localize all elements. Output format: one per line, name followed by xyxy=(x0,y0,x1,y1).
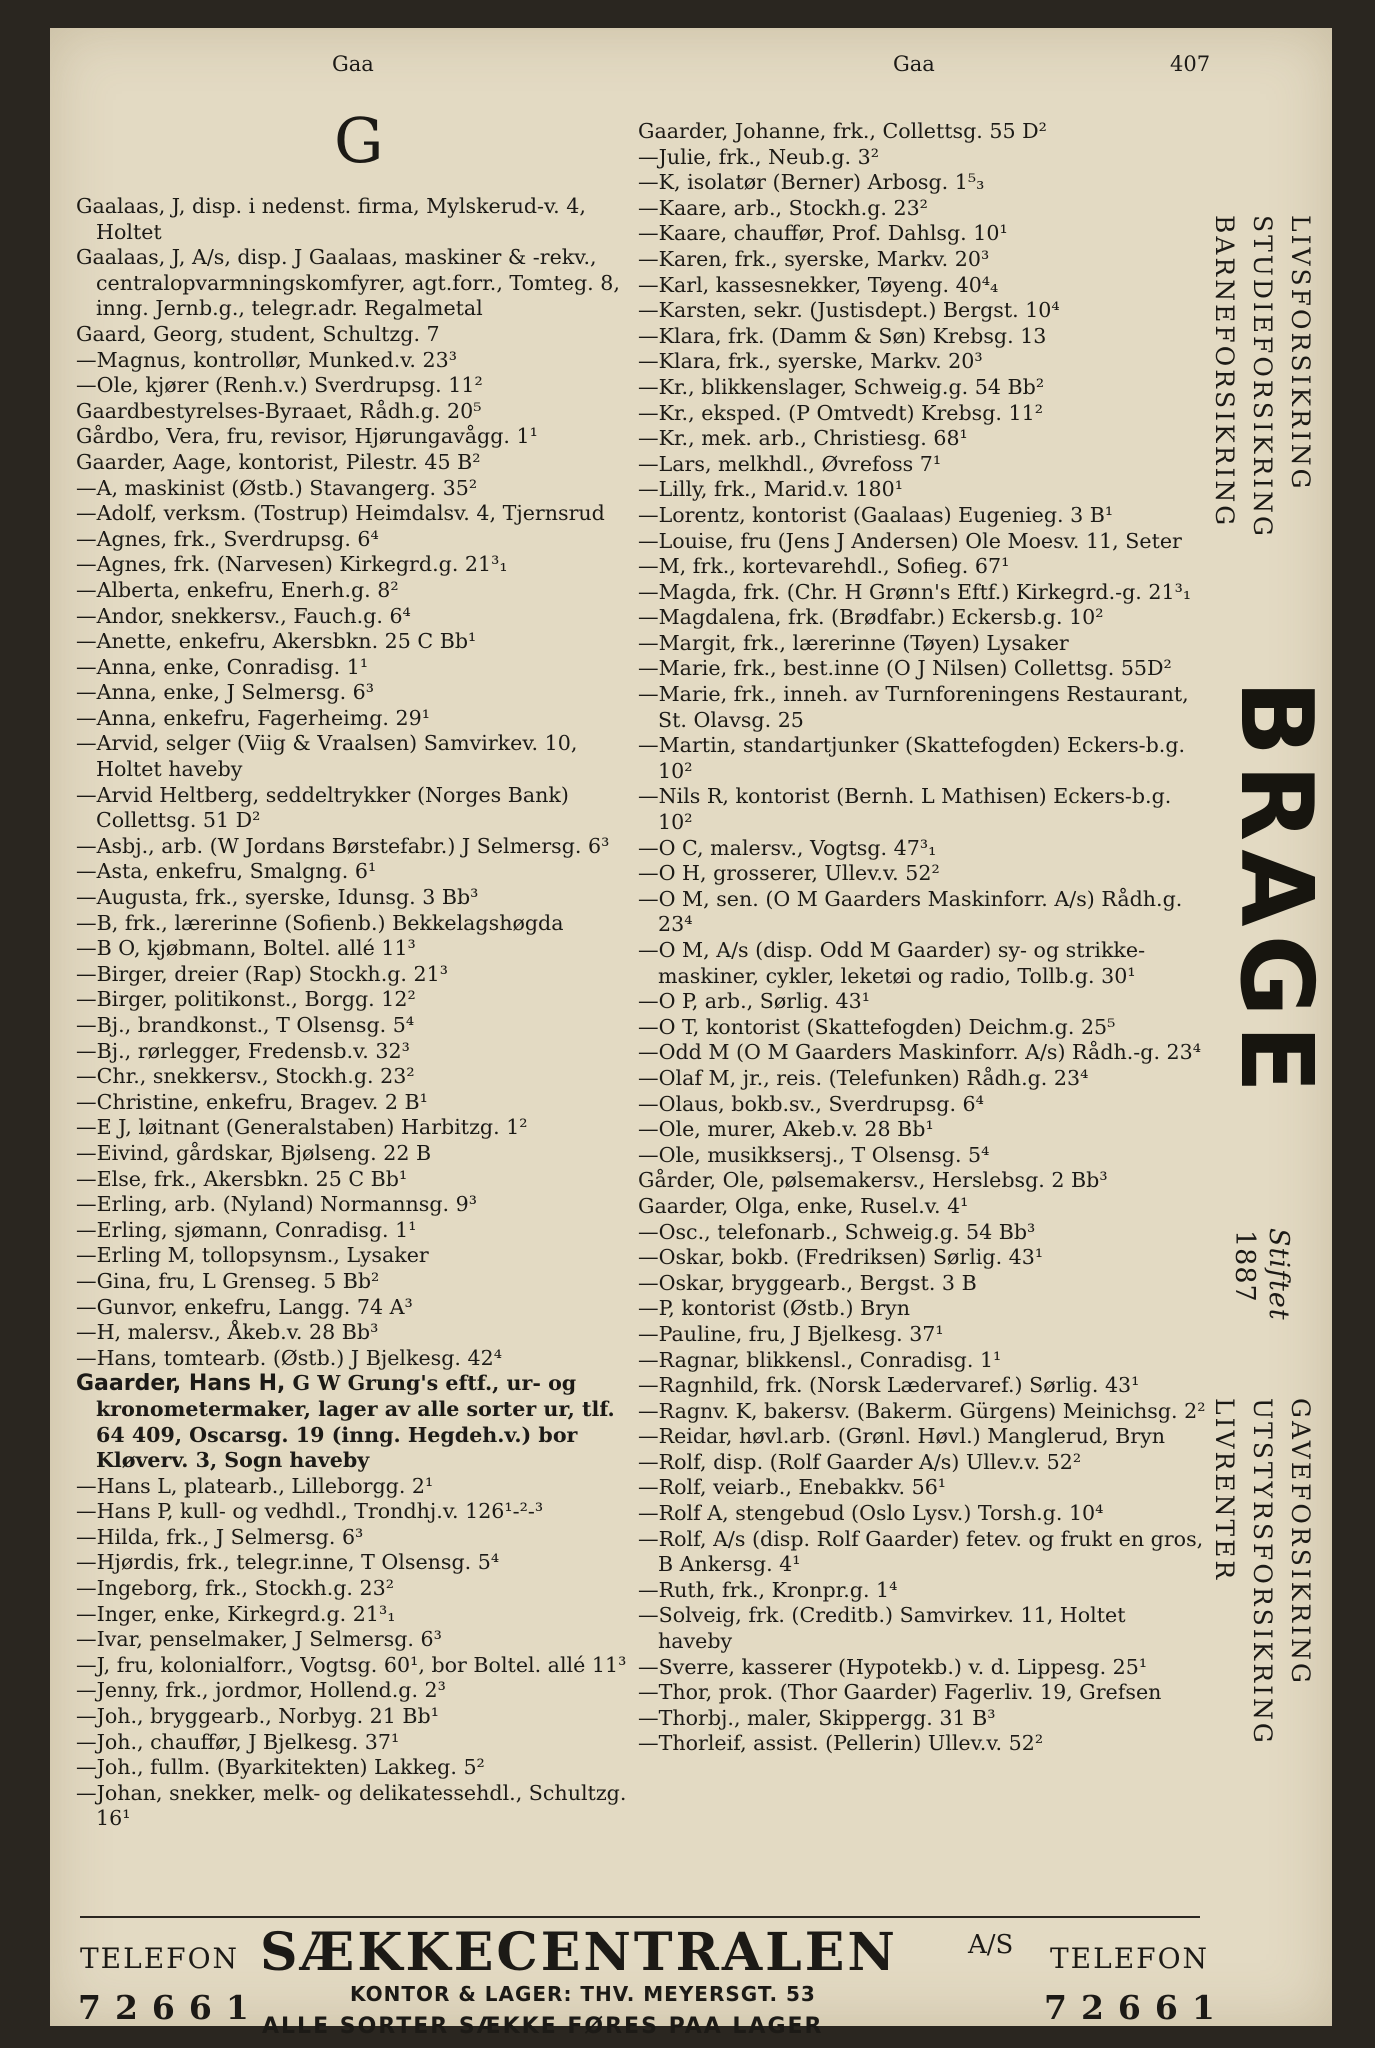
entry-body: G W Grung's eftf., ur- og kronometermaker, lager av alle sorter ur, tlf. 64 409, Oscarsg. 19 (inng. Hegdeh.v.) bor Kløverv. 3, Sogn haveby xyxy=(96,1371,615,1473)
directory-entry: —O C, malersv., Vogtsg. 47³₁ xyxy=(638,835,937,860)
ad-number-left: 72661 xyxy=(78,1988,263,2027)
directory-entry: —Ragnv. K, bakersv. (Bakerm. Gürgens) Meinichsg. 2² xyxy=(638,1398,1206,1423)
directory-entry: —Kr., eksped. (P Omtvedt) Krebsg. 11² xyxy=(638,400,1043,425)
directory-entry: —Ruth, frk., Kronpr.g. 1⁴ xyxy=(638,1577,898,1602)
directory-entry: —Rolf, veiarb., Enebakkv. 56¹ xyxy=(638,1475,947,1500)
directory-entry: —Olaf M, jr., reis. (Telefunken) Rådh.g. 23⁴ xyxy=(638,1065,1089,1090)
directory-entry: —Chr., snekkersv., Stockh.g. 23² xyxy=(76,1064,415,1089)
directory-entry: —Klara, frk., syerske, Markv. 20³ xyxy=(638,349,983,374)
directory-entry: —Magda, frk. (Chr. H Grønn's Eftf.) Kirkegrd.-g. 21³₁ xyxy=(638,579,1192,604)
directory-entry xyxy=(76,1371,638,1473)
directory-entry: —O M, A/s (disp. Odd M Gaarder) sy- og strikke-maskiner, cykler, leketøi og radio, Tollb.g. 30¹ xyxy=(638,938,1146,988)
sidebar-top-line-1: LIVSFORSIKRING xyxy=(1286,215,1315,492)
directory-entry: —Thor, prok. (Thor Gaarder) Fagerliv. 19, Grefsen xyxy=(638,1680,1162,1705)
directory-entry: —Lars, melkhdl., Øvrefoss 7¹ xyxy=(638,451,942,476)
ad-number-right: 72661 xyxy=(1044,1988,1229,2027)
directory-entry: Gaarder, Olga, enke, Rusel.v. 4¹ xyxy=(638,1193,969,1218)
directory-entry: —P, kontorist (Østb.) Bryn xyxy=(638,1296,910,1321)
directory-entry: —Odd M (O M Gaarders Maskinforr. A/s) Rådh.-g. 23⁴ xyxy=(638,1040,1201,1065)
directory-entry: —Adolf, verksm. (Tostrup) Heimdalsv. 4, Tjernsrud xyxy=(76,501,605,526)
directory-entry: Gårder, Ole, pølsemakersv., Herslebsg. 2 Bb³ xyxy=(638,1168,1108,1193)
directory-entry: —Anette, enkefru, Akersbkn. 25 C Bb¹ xyxy=(76,629,477,654)
directory-entry: —O H, grosserer, Ullev.v. 52² xyxy=(638,861,940,886)
sidebar-top-line-2: STUDIEFORSIKRING xyxy=(1248,215,1277,539)
directory-entry: —Rolf, A/s (disp. Rolf Gaarder) fetev. og frukt en gros, B Ankersg. 4¹ xyxy=(638,1526,1204,1577)
directory-entry: —Karl, kassesnekker, Tøyeng. 40⁴₄ xyxy=(638,272,999,297)
directory-entry: —Kaare, arb., Stockh.g. 23² xyxy=(638,195,928,220)
sidebar-bottom-line-3: LIVRENTER xyxy=(1210,1398,1239,1583)
directory-entry: —Ole, musikksersj., T Olsensg. 5⁴ xyxy=(638,1142,990,1167)
page-number: 407 xyxy=(1170,52,1211,76)
directory-entry: —Erling M, tollopsynsm., Lysaker xyxy=(76,1243,429,1268)
directory-entry: —Augusta, frk., syerske, Idunsg. 3 Bb³ xyxy=(76,885,479,910)
directory-entry: —Oskar, bryggearb., Bergst. 3 B xyxy=(638,1270,977,1295)
directory-entry: —A, maskinist (Østb.) Stavangerg. 35² xyxy=(76,475,478,500)
directory-entry: —Hans L, platearb., Lilleborgg. 2¹ xyxy=(76,1473,434,1498)
directory-entry: —Klara, frk. (Damm & Søn) Krebsg. 13 xyxy=(638,323,1047,348)
right-column xyxy=(638,119,1206,1757)
directory-entry: —Ragnhild, frk. (Norsk Lædervaref.) Sørlig. 43¹ xyxy=(638,1373,1140,1398)
brage-logo-text: BRAGE xyxy=(1218,680,1335,1102)
sidebar-bottom-line-2: UTSTYRSFORSIKRING xyxy=(1248,1398,1277,1746)
running-header-left: Gaa xyxy=(332,52,374,76)
directory-entry: —Else, frk., Akersbkn. 25 C Bb¹ xyxy=(76,1166,408,1191)
directory-entry: —Osc., telefonarb., Schweig.g. 54 Bb³ xyxy=(638,1219,1036,1244)
directory-entry: —K, isolatør (Berner) Arbosg. 1⁵₃ xyxy=(638,170,985,195)
directory-entry: —Hans, tomtearb. (Østb.) J Bjelkesg. 42⁴ xyxy=(76,1345,502,1370)
directory-entry: Gaarder, Johanne, frk., Collettsg. 55 D² xyxy=(638,119,1047,143)
directory-entry: —Thorleif, assist. (Pellerin) Ullev.v. 52² xyxy=(638,1731,1044,1756)
directory-entry: —Andor, snekkersv., Fauch.g. 6⁴ xyxy=(76,603,411,628)
ad-company-name: SÆKKECENTRALEN xyxy=(260,1922,898,1983)
directory-entry: —Birger, dreier (Rap) Stockh.g. 21³ xyxy=(76,961,448,986)
directory-entry: —Reidar, høvl.arb. (Grønl. Høvl.) Manglerud, Bryn xyxy=(638,1424,1166,1449)
directory-entry: —Magdalena, frk. (Brødfabr.) Eckersb.g. 10² xyxy=(638,605,1104,630)
directory-entry: —Olaus, bokb.sv., Sverdrupsg. 6⁴ xyxy=(638,1091,984,1116)
directory-entry: —Johan, snekker, melk- og delikatessehdl., Schultzg. 16¹ xyxy=(76,1780,627,1831)
sidebar-top-line-3: BARNEFORSIKRING xyxy=(1210,215,1239,529)
directory-entry: —Arvid Heltberg, seddeltrykker (Norges Bank) Collettsg. 51 D² xyxy=(76,782,569,833)
directory-entry: —Nils R, kontorist (Bernh. L Mathisen) Eckers-b.g. 10² xyxy=(638,784,1172,835)
directory-entry: —Jenny, frk., jordmor, Hollend.g. 2³ xyxy=(76,1678,446,1703)
directory-entry: —O P, arb., Sørlig. 43¹ xyxy=(638,989,871,1014)
directory-entry: —Marie, frk., best.inne (O J Nilsen) Collettsg. 55D² xyxy=(638,656,1172,681)
directory-entry: Gaardbestyrelses-Byraaet, Rådh.g. 20⁵ xyxy=(76,398,482,423)
directory-entry: —O M, sen. (O M Gaarders Maskinforr. A/s) Rådh.g. 23⁴ xyxy=(638,886,1183,937)
directory-entry: —Christine, enkefru, Bragev. 2 B¹ xyxy=(76,1089,428,1114)
directory-entry: —Inger, enke, Kirkegrd.g. 21³₁ xyxy=(76,1601,396,1626)
ad-telefon-right: TELEFON xyxy=(1050,1942,1210,1975)
directory-entry: —Asbj., arb. (W Jordans Børstefabr.) J Selmersg. 6³ xyxy=(76,833,610,858)
directory-entry: —Rolf A, stengebud (Oslo Lysv.) Torsh.g. 10⁴ xyxy=(638,1501,1104,1526)
directory-entry: —Julie, frk., Neub.g. 3² xyxy=(638,144,879,169)
ad-as-mark: A/S xyxy=(968,1930,1014,1960)
section-letter: G xyxy=(334,104,384,177)
directory-entry: —Gina, fru, L Grenseg. 5 Bb² xyxy=(76,1268,380,1293)
directory-entry: —Alberta, enkefru, Enerh.g. 8² xyxy=(76,577,399,602)
directory-entry: —J, fru, kolonialforr., Vogtsg. 60¹, bor Boltel. allé 11³ xyxy=(76,1652,627,1677)
directory-entry: —Anna, enkefru, Fagerheimg. 29¹ xyxy=(76,705,430,730)
directory-entry: —Joh., chauffør, J Bjelkesg. 37¹ xyxy=(76,1729,400,1754)
directory-entry: Gaalaas, J, disp. i nedenst. firma, Mylskerud-v. 4, Holtet xyxy=(76,194,586,244)
directory-entry: —Hilda, frk., J Selmersg. 6³ xyxy=(76,1524,364,1549)
directory-entry: —Asta, enkefru, Smalgng. 6¹ xyxy=(76,859,377,884)
directory-entry: —Kaare, chauffør, Prof. Dahlsg. 10¹ xyxy=(638,221,1008,246)
directory-entry: —Erling, sjømann, Conradisg. 1¹ xyxy=(76,1217,417,1242)
directory-entry: —Magnus, kontrollør, Munked.v. 23³ xyxy=(76,347,457,372)
directory-entry: —Anna, enke, J Selmersg. 6³ xyxy=(76,680,375,705)
directory-entry: —M, frk., kortevarehdl., Sofieg. 67¹ xyxy=(638,554,1010,579)
directory-entry: —Agnes, frk., Sverdrupsg. 6⁴ xyxy=(76,526,379,551)
directory-entry: —Pauline, fru, J Bjelkesg. 37¹ xyxy=(638,1321,944,1346)
directory-entry: —Ragnar, blikkensl., Conradisg. 1¹ xyxy=(638,1347,1002,1372)
directory-entry: —E J, løitnant (Generalstaben) Harbitzg. 1² xyxy=(76,1115,528,1140)
directory-entry: Gaarder, Aage, kontorist, Pilestr. 45 B² xyxy=(76,449,481,474)
directory-entry: —Oskar, bokb. (Fredriksen) Sørlig. 43¹ xyxy=(638,1245,1044,1270)
directory-entry: Gårdbo, Vera, fru, revisor, Hjørungavågg. 1¹ xyxy=(76,424,538,449)
directory-entry: —Agnes, frk. (Narvesen) Kirkegrd.g. 21³₁ xyxy=(76,552,508,577)
ad-address: KONTOR & LAGER: THV. MEYERSGT. 53 xyxy=(350,1982,816,2006)
sidebar-bottom-line-1: GAVEFORSIKRING xyxy=(1286,1398,1315,1686)
directory-entry: —Bj., rørlegger, Fredensb.v. 32³ xyxy=(76,1038,410,1063)
directory-entry: —Martin, standartjunker (Skattefogden) Eckers-b.g. 10² xyxy=(638,733,1186,783)
directory-entry: —B O, kjøbmann, Boltel. allé 11³ xyxy=(76,936,416,961)
directory-entry: —Sverre, kasserer (Hypotekb.) v. d. Lippesg. 25¹ xyxy=(638,1654,1148,1679)
directory-entry: —Lilly, frk., Marid.v. 180¹ xyxy=(638,477,903,502)
directory-entry: —Anna, enke, Conradisg. 1¹ xyxy=(76,654,369,679)
directory-entry: —Hjørdis, frk., telegr.inne, T Olsensg. 5⁴ xyxy=(76,1550,500,1575)
directory-entry: —Joh., fullm. (Byarkitekten) Lakkeg. 5² xyxy=(76,1755,485,1780)
directory-entry: —Arvid, selger (Viig & Vraalsen) Samvirkev. 10, Holtet haveby xyxy=(76,731,578,782)
directory-entry: Gaalaas, J, A/s, disp. J Gaalaas, maskiner & -rekv., centralopvarmningskomfyrer, agt.forr., Tomteg. 8, inng. Jernb.g., telegr.adr. Regalmetal xyxy=(76,245,620,321)
directory-entry: —Lorentz, kontorist (Gaalaas) Eugenieg. 3 B¹ xyxy=(638,502,1114,527)
entry-heading: Gaarder, Hans H, xyxy=(76,1371,286,1397)
ad-top-rule xyxy=(80,1916,1200,1918)
running-header-center: Gaa xyxy=(893,52,935,76)
directory-entry: —Erling, arb. (Nyland) Normannsg. 9³ xyxy=(76,1192,477,1217)
directory-entry: —Rolf, disp. (Rolf Gaarder A/s) Ullev.v. 52² xyxy=(638,1449,1082,1474)
directory-entry: —Hans P, kull- og vedhdl., Trondhj.v. 126¹-²-³ xyxy=(76,1499,544,1524)
directory-entry: —Louise, fru (Jens J Andersen) Ole Moesv. 11, Seter xyxy=(638,528,1182,553)
sidebar-year: 1887 xyxy=(1229,1230,1260,1303)
directory-entry: —Ole, murer, Akeb.v. 28 Bb¹ xyxy=(638,1117,934,1142)
directory-entry: —O T, kontorist (Skattefogden) Deichm.g. 25⁵ xyxy=(638,1014,1116,1039)
directory-entry: —Thorbj., maler, Skippergg. 31 B³ xyxy=(638,1705,996,1730)
directory-entry: —H, malersv., Åkeb.v. 28 Bb³ xyxy=(76,1320,379,1345)
directory-entry: —Joh., bryggearb., Norbyg. 21 Bb¹ xyxy=(76,1704,439,1729)
directory-entry: —Gunvor, enkefru, Langg. 74 A³ xyxy=(76,1294,413,1319)
directory-entry: —Kr., mek. arb., Christiesg. 68¹ xyxy=(638,426,968,451)
left-column xyxy=(76,194,638,1832)
directory-entry: —B, frk., lærerinne (Sofienb.) Bekkelagshøgda xyxy=(76,910,564,935)
directory-entry: —Karsten, sekr. (Justisdept.) Bergst. 10⁴ xyxy=(638,298,1060,323)
sidebar-stiftet: Stiftet xyxy=(1263,1228,1294,1321)
directory-entry: —Ingeborg, frk., Stockh.g. 23² xyxy=(76,1576,394,1601)
directory-entry: —Birger, politikonst., Borgg. 12² xyxy=(76,987,416,1012)
directory-entry: —Margit, frk., lærerinne (Tøyen) Lysaker xyxy=(638,630,1069,655)
directory-entry: Gaard, Georg, student, Schultzg. 7 xyxy=(76,321,440,346)
directory-entry: —Ivar, penselmaker, J Selmersg. 6³ xyxy=(76,1627,442,1652)
directory-entry: —Bj., brandkonst., T Olsensg. 5⁴ xyxy=(76,1013,415,1037)
directory-entry: —Kr., blikkenslager, Schweig.g. 54 Bb² xyxy=(638,374,1045,399)
directory-entry: —Karen, frk., syerske, Markv. 20³ xyxy=(638,246,990,271)
directory-entry: —Marie, frk., inneh. av Turnforeningens Restaurant, St. Olavsg. 25 xyxy=(638,682,1189,732)
ad-slogan: ALLE SORTER SÆKKE FØRES PAA LAGER xyxy=(262,2014,824,2039)
directory-entry: —Solveig, frk. (Creditb.) Samvirkev. 11, Holtet haveby xyxy=(638,1603,1126,1654)
directory-entry: —Eivind, gårdskar, Bjølseng. 22 B xyxy=(76,1140,432,1165)
directory-entry: —Ole, kjører (Renh.v.) Sverdrupsg. 11² xyxy=(76,373,483,398)
ad-telefon-left: TELEFON xyxy=(80,1942,240,1975)
